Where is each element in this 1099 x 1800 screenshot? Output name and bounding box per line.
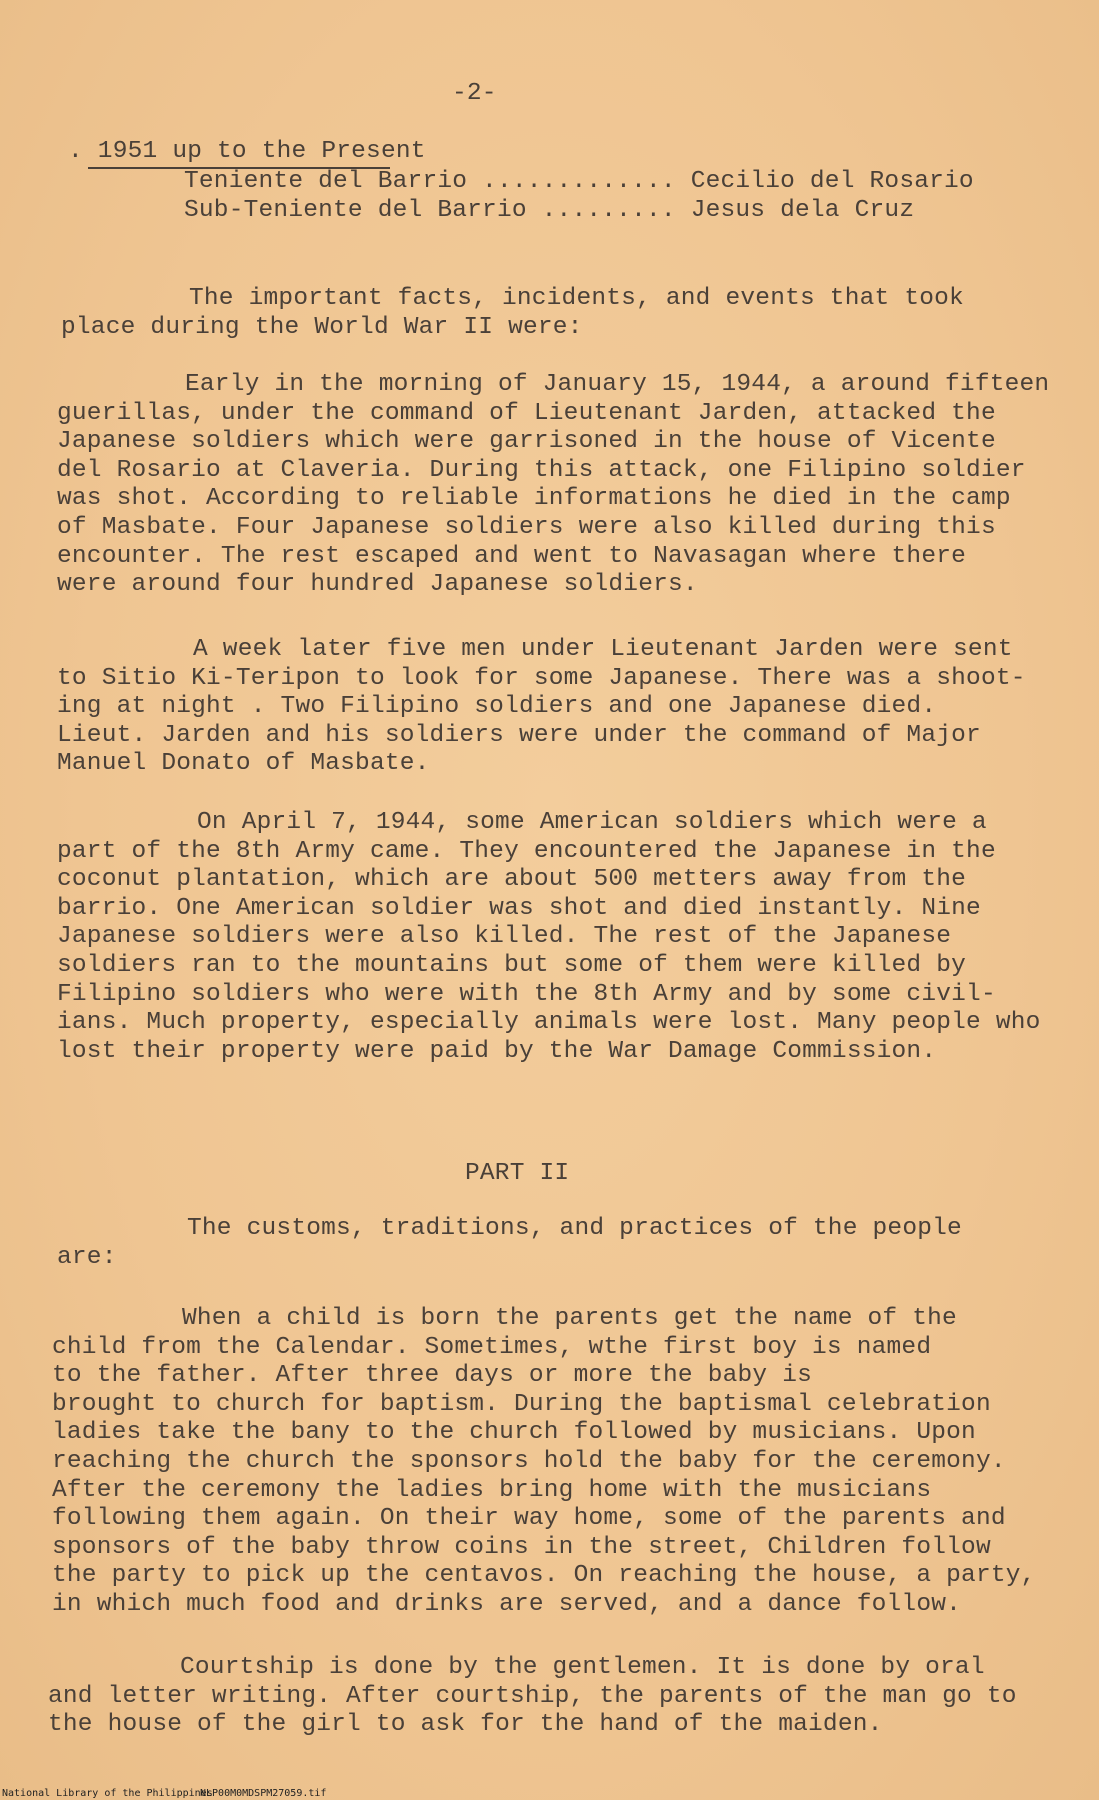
paragraph-text: On April 7, 1944, some American soldiers which were a part of the 8th Army came. They encountered the Japanese in the coconut plantation, which are about 500 metters away from the barrio. One American soldier was shot and died instantly. Nine Japanese soldiers were also killed. The rest of the Japanese soldiers ran to the mountains but some of them were killed by Filipino soldiers who were with the 8th Army and by some civil- ians. Much property, especially animals were lost. Many people who lost their property were paid by the War Damage Commission. bbox=[57, 809, 1041, 1065]
page-number: -2- bbox=[452, 80, 497, 107]
official-row bbox=[184, 168, 974, 197]
paragraph-text: Early in the morning of January 15, 1944, a around fifteen guerillas, under the command of Lieutenant Jarden, attacked the Japanese soldiers which were garrisoned in the house of Vicente del Rosario at Claveria. During this attack, one Filipino soldier was shot. According to reliable informations he died in the camp of Masbate. Four Japanese soldiers were also killed during this encounter. The rest escaped and went to Navasagan where there were around four hundred Japanese soldiers. bbox=[57, 371, 1050, 599]
official-row bbox=[184, 197, 974, 226]
official-position: Sub-Teniente del Barrio ......... bbox=[184, 196, 676, 224]
paragraph-text: Courtship is done by the gentlemen. It is done by oral and letter writing. After courtship, the parents of the man go to the house of the girl to ask for the hand of the maiden. bbox=[48, 1654, 1017, 1739]
part-heading: PART II bbox=[465, 1160, 570, 1187]
intro-text: The important facts, incidents, and events that took place during the World War II were: bbox=[61, 285, 964, 341]
official-name: Cecilio del Rosario bbox=[690, 168, 974, 195]
period-heading: . 1951 up to the Present bbox=[68, 138, 426, 165]
official-name: Jesus dela Cruz bbox=[690, 196, 915, 224]
paragraph bbox=[57, 636, 1026, 779]
paragraph bbox=[52, 1305, 1036, 1620]
intro-paragraph bbox=[61, 285, 964, 342]
customs-intro-text: The customs, traditions, and practices of the people are: bbox=[57, 1215, 962, 1271]
paragraph bbox=[57, 371, 1049, 600]
paragraph-text: When a child is born the parents get the name of the child from the Calendar. Sometimes, wthe first boy is named to the father. After three days or more the baby is brought to church for baptism. During the baptismal celebration ladies take the bany to the church followed by musicians. Upon reaching the church the sponsors hold the baby for the ceremony. After the ceremony the ladies bring home with the musicians following them again. On their way home, some of the parents and sponsors of the baby throw coins in the street, Children follow the party to pick up the centavos. On reaching the house, a party, in which much food and drinks are served, and a dance follow. bbox=[52, 1305, 1036, 1618]
official-position: Teniente del Barrio ............. bbox=[184, 168, 676, 195]
paragraph bbox=[48, 1654, 1017, 1740]
officials-list bbox=[184, 168, 974, 225]
paragraph bbox=[57, 809, 1041, 1066]
footer-library-credit: National Library of the Philippines bbox=[2, 1788, 213, 1799]
customs-intro-paragraph bbox=[57, 1215, 962, 1272]
paragraph-text: A week later five men under Lieutenant Jarden were sent to Sitio Ki-Teripon to look for some Japanese. There was a shoot- ing at night . Two Filipino soldiers and one Japanese died. Lieut. Jarden and his soldiers were under the command of Major Manuel Donato of Masbate. bbox=[57, 636, 1026, 778]
footer-file-name: NLP00M0MDSPM27059.tif bbox=[200, 1788, 327, 1799]
